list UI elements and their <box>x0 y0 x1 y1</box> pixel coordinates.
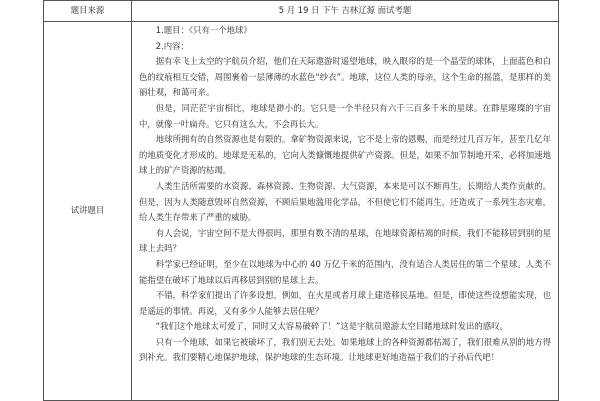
exam-topic-table <box>43 0 559 401</box>
source-row <box>44 1 559 22</box>
text-paragraph: 不错，科学家们提出了许多设想，例如，在火星或者月球上建造移民基地。但是，即使这些设想能实现，也是遥远的事情。再说，又有多少人能够去居住呢？ <box>139 290 551 316</box>
text-paragraph: 人类生活所需要的水资源、森林资源、生物资源、大气资源，本来是可以不断再生，长期给人类作贡献的。但是，因为人类随意毁坏自然资源，不顾后果地滥用化学品，不但使它们不能再生，还造成了一系列生态灾难，给人类生存带来了严重的威胁。 <box>139 180 551 223</box>
text-paragraph: 有人会说，宇宙空间不是大得很吗，那里有数不清的星球，在地球资源枯竭的时候，我们不能移居到别的星球上去吗？ <box>139 227 551 254</box>
topic-content-cell <box>132 22 559 401</box>
content-label: 2.内容： <box>155 40 189 51</box>
text-paragraph: 据有幸飞上太空的宇航员介绍，他们在天际遨游时遥望地球，映入眼帘的是一个晶莹的球体，上面蓝色和白色的纹痕相互交错，周围裹着一层薄薄的水蓝色“纱衣”。地球，这位人类的母亲，这个生命的摇篮，是那样的美丽壮观，和蔼可亲。 <box>139 56 551 98</box>
text-paragraph: 科学家已经证明，至少在以地球为中心的 40 万亿千米的范围内，没有适合人类居住的第二个星球。人类不能指望在破坏了地球以后再移居到别的星球上去。 <box>139 258 551 285</box>
source-value: 5 月 19 日 下午 吉林辽源 面试考题 <box>132 1 559 22</box>
text-paragraph: “我们这个地球太可爱了，同时又太容易破碎了！”这是宇航员遨游太空目睹地球时发出的感叹。 <box>155 321 508 332</box>
source-label: 题目来源 <box>44 1 132 22</box>
topic-label: 试讲题目 <box>44 22 132 401</box>
topic-row <box>44 22 559 401</box>
text-paragraph: 只有一个地球，如果它被破坏了，我们别无去处。如果地球上的各种资源都枯竭了，我们很难从别的地方得到补充。我们要精心地保护地球，保护地球的生态环境。让地球更好地造福于我们的子孙后代吧！ <box>139 336 551 363</box>
topic-content <box>132 22 558 366</box>
topic-title-line: 1.题目：《只有一个地球》 <box>155 25 252 35</box>
text-paragraph: 但是，同茫茫宇宙相比，地球是渺小的。它只是一个半径只有六千三百多千米的星球。在群星璀璨的宇宙中，就像一叶扁舟。它只有这么大，不会再长大。 <box>139 102 551 129</box>
text-paragraph: 地球所拥有的自然资源也是有限的。拿矿物资源来说，它不是上帝的恩赐，而是经过几百万年，甚至几亿年的地质变化才形成的。地球是无私的，它向人类慷慨地提供矿产资源。但是，如果不加节制地开采，必将加速地球上的矿产资源的枯竭。 <box>139 134 551 176</box>
